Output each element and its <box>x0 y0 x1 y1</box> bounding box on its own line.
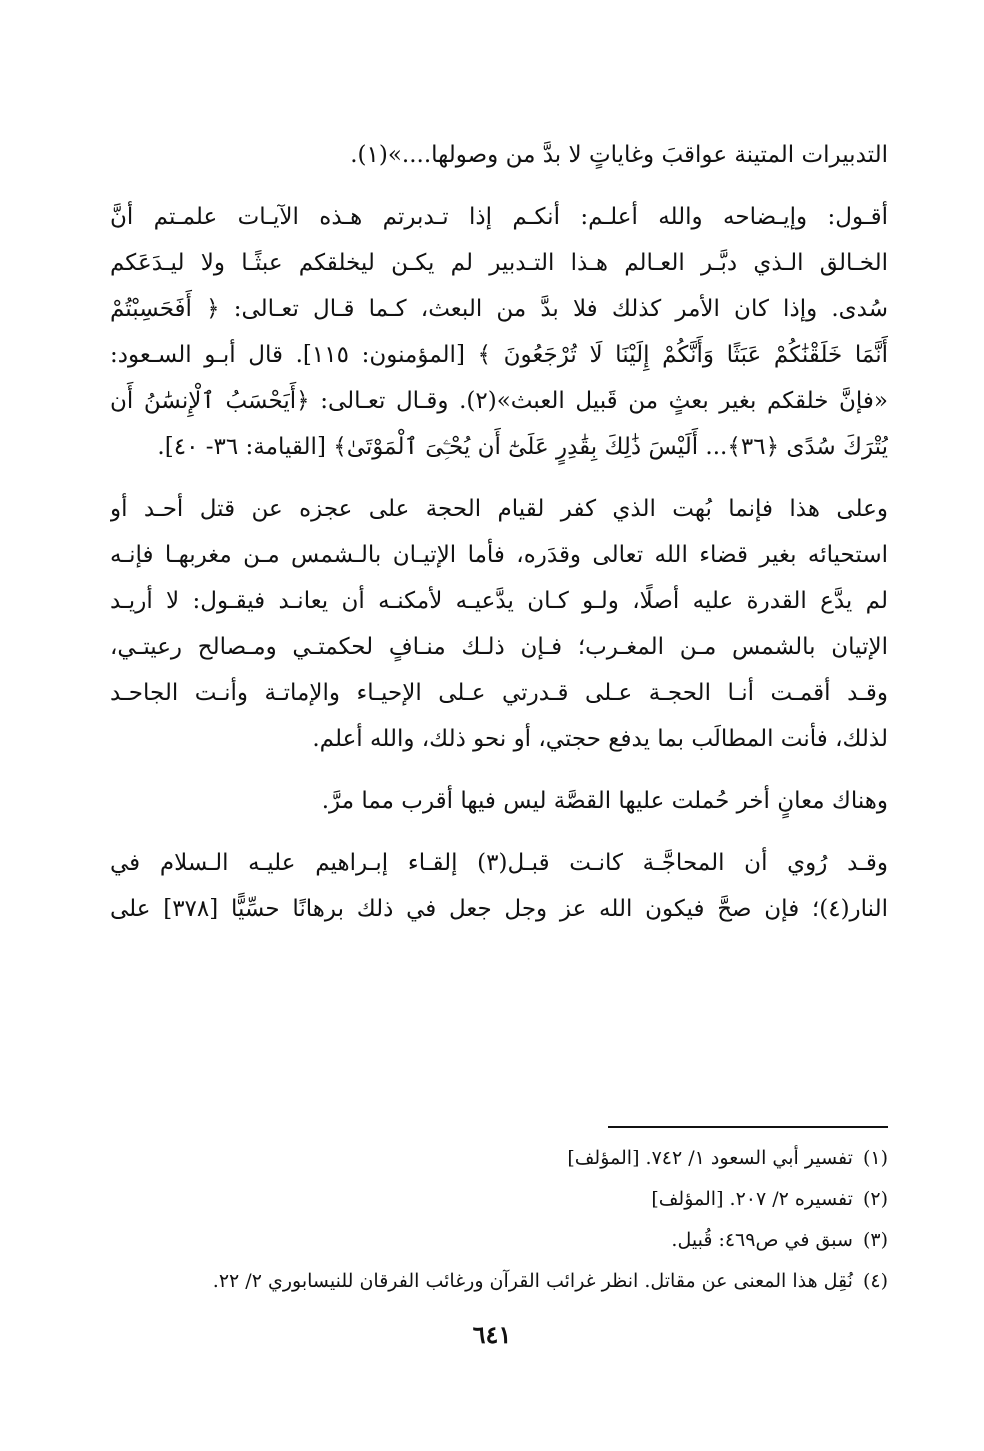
text-line: التدبيرات المتينة عواقبَ وغاياتٍ لا بدَّ من وصولها....»(١). <box>350 142 888 168</box>
text-line: استحيائه بغير قضاء الله تعالى وقدَره، فأما الإتيـان بالـشمس مـن مغربهـا فإنـه <box>110 542 888 568</box>
footnote <box>110 1261 888 1302</box>
footnote-text: تفسيره ٢/ ٢٠٧. [المؤلف] <box>651 1188 853 1210</box>
footnotes <box>110 1138 888 1302</box>
text-line: وعلى هذا فإنما بُهت الذي كفر لقيام الحجة على عجزه عن قتل أحـد أو <box>110 496 888 522</box>
footnote-text: سبق في ص٤٦٩: قُبيل. <box>671 1229 853 1251</box>
text-line: الخـالق الـذي دبَّـر العـالم هـذا التـدبير لم يكـن ليخلقكم عبثًـا ولا ليـدَعَكم <box>110 250 888 276</box>
text-line: وقـد رُوي أن المحاجَّـة كانـت قبـل(٣) إلقـاء إبـراهيم عليـه الـسلام في <box>110 850 888 876</box>
text-line: سُدى. وإذا كان الأمر كذلك فلا بدَّ من البعث، كـما قـال تعـالى: ﴿ أَفَحَسِبْتُمْ <box>110 296 888 322</box>
paragraph-2 <box>110 194 888 470</box>
text-line: وهناك معانٍ أخر حُملت عليها القصَّة ليس فيها أقرب مما مرَّ. <box>321 788 888 814</box>
text-line: أَنَّمَا خَلَقْنَٰكُمْ عَبَثًا وَأَنَّكُمْ إِلَيْنَا لَا تُرْجَعُونَ ﴾ [المؤمنون: ١١٥]. قال أبـو السـعود: <box>110 342 888 368</box>
footnote <box>110 1138 888 1179</box>
page-number: ٦٤١ <box>472 1320 512 1349</box>
main-text <box>110 132 888 942</box>
text-line: لم يدَّع القدرة عليه أصلًا، ولـو كـان يدَّعيـه لأمكنـه أن يعانـد فيقـول: لا أريـد <box>110 588 888 614</box>
footnote <box>110 1179 888 1220</box>
paragraph-3 <box>110 486 888 762</box>
paragraph-5 <box>110 840 888 932</box>
footnote-text: تفسير أبي السعود ١/ ٧٤٢. [المؤلف] <box>567 1147 853 1169</box>
footnote-number: (١) <box>862 1147 888 1169</box>
footnote-divider <box>608 1126 888 1128</box>
text-line: أقـول: وإيـضاحه والله أعلـم: أنكـم إذا تـدبرتم هـذه الآيـات علمـتم أنَّ <box>110 204 888 230</box>
text-line: يُتْرَكَ سُدًى ﴿٣٦﴾... أَلَيْسَ ذَٰلِكَ بِقَٰدِرٍ عَلَىٰٓ أَن يُحْـِۧىَ ٱلْمَوْتَىٰ﴾ [القيامة: ٣٦- ٤٠]. <box>157 434 888 460</box>
footnote <box>110 1220 888 1261</box>
footnote-number: (٣) <box>862 1229 888 1251</box>
text-line: الإتيان بالشمس مـن المغـرب؛ فـإن ذلـك منـافٍ لحكمتـي ومـصالح رعيتـي، <box>110 634 888 660</box>
text-line: النار(٤)؛ فإن صحَّ فيكون الله عز وجل جعل في ذلك برهانًا حسِّيًّا [٣٧٨] على <box>110 896 888 922</box>
footnote-number: (٢) <box>862 1188 888 1210</box>
text-line: لذلك، فأنت المطالَب بما يدفع حجتي، أو نحو ذلك، والله أعلم. <box>312 726 888 752</box>
footnote-number: (٤) <box>862 1270 888 1292</box>
text-line: «فإنَّ خلقكم بغير بعثٍ من قَبيل العبث»(٢). وقـال تعـالى: ﴿أَيَحْسَبُ ٱلْإِنسَٰنُ أَن <box>110 388 888 414</box>
paragraph-4 <box>110 778 888 824</box>
text-line: وقـد أقمـت أنـا الحجـة عـلى قـدرتي عـلى الإحيـاء والإماتـة وأنـت الجاحـد <box>110 680 888 706</box>
footnote-text: نُقِل هذا المعنى عن مقاتل. انظر غرائب القرآن ورغائب الفرقان للنيسابوري ٢/ ٢٢. <box>212 1270 853 1292</box>
paragraph-1 <box>110 132 888 178</box>
